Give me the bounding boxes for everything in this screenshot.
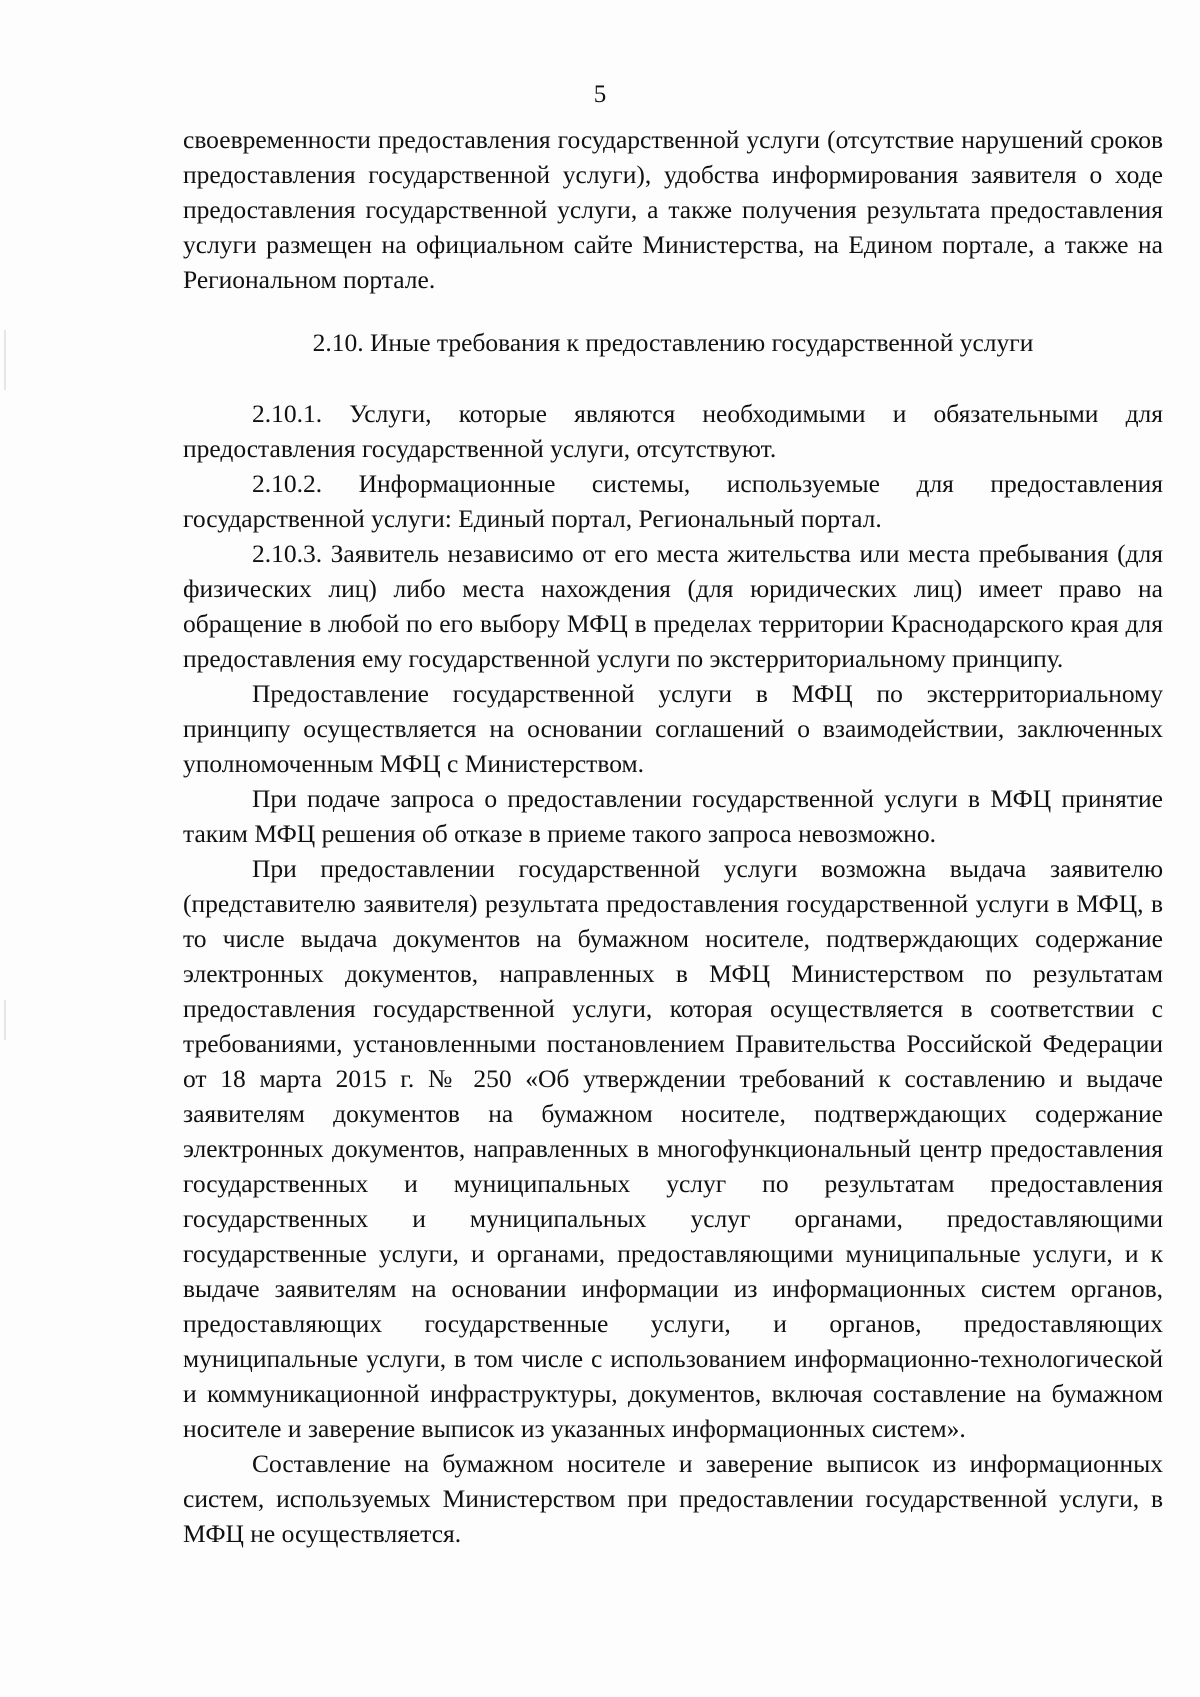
page-number: 5 [593,81,607,108]
paragraph-not-performed: Составление на бумажном носителе и заверение выписок из информационных систем, используемых Министерством при предоставлении государственной услуги, в МФЦ не осуществляется. [183,1449,1163,1548]
document-body [183,122,1163,1551]
paragraph-2-10-2: 2.10.2. Информационные системы, используемые для предоставления государственной услуги: Единый портал, Региональный портал. [183,469,1163,533]
paragraph-continued: своевременности предоставления государственной услуги (отсутствие нарушений сроков предоставления государственной услуги), удобства информирования заявителя о ходе предоставления государственной услуги, а также получения результата предоставления услуги размещен на официальном сайте Министерства, на Едином портале, а также на Региональном портале. [183,125,1163,294]
paragraph-2-10-3: 2.10.3. Заявитель независимо от его места жительства или места пребывания (для физических лиц) либо места нахождения (для юридических лиц) имеет право на обращение в любой по его выбору МФЦ в пределах территории Краснодарского края для предоставления ему государственной услуги по экстерриториальному принципу. [183,539,1163,673]
paragraph-issuance: При предоставлении государственной услуги возможна выдача заявителю (представителю заявителя) результата предоставления государственной услуги в МФЦ, в то числе выдача документов на бумажном носителе, подтверждающих содержание электронных документов, направленных в МФЦ Министерством по результатам предоставления государственной услуги, которая осуществляется в соответствии с требованиями, установленными постановлением Правительства Российской Федерации от 18 марта 2015 г. № 250 «Об утверждении требований к составлению и выдаче заявителям документов на бумажном носителе, подтверждающих содержание электронных документов, направленных в многофункциональный центр предоставления государственных и муниципальных услуг по результатам предоставления государственных и муниципальных услуг органами, предоставляющими государственные услуги, и органами, предоставляющими муниципальные услуги, и к выдаче заявителям на основании информации из информационных систем органов, предоставляющих государственные услуги, и органов, предоставляющих муниципальные услуги, в том числе с использованием информационно-технологической и коммуникационной инфраструктуры, документов, включая составление на бумажном носителе и заверение выписок из указанных информационных систем». [183,854,1163,1443]
scan-edge-mark [4,330,6,390]
paragraph-no-refusal: При подаче запроса о предоставлении государственной услуги в МФЦ принятие таким МФЦ решения об отказе в приеме такого запроса невозможно. [183,784,1163,848]
paragraph-extraterritorial: Предоставление государственной услуги в МФЦ по экстерриториальному принципу осуществляется на основании соглашений о взаимодействии, заключенных уполномоченным МФЦ с Министерством. [183,679,1163,778]
paragraph-2-10-1: 2.10.1. Услуги, которые являются необходимыми и обязательными для предоставления государственной услуги, отсутствуют. [183,399,1163,463]
section-heading: 2.10. Иные требования к предоставлению государственной услуги [312,328,1034,357]
scan-edge-mark [4,1000,6,1040]
